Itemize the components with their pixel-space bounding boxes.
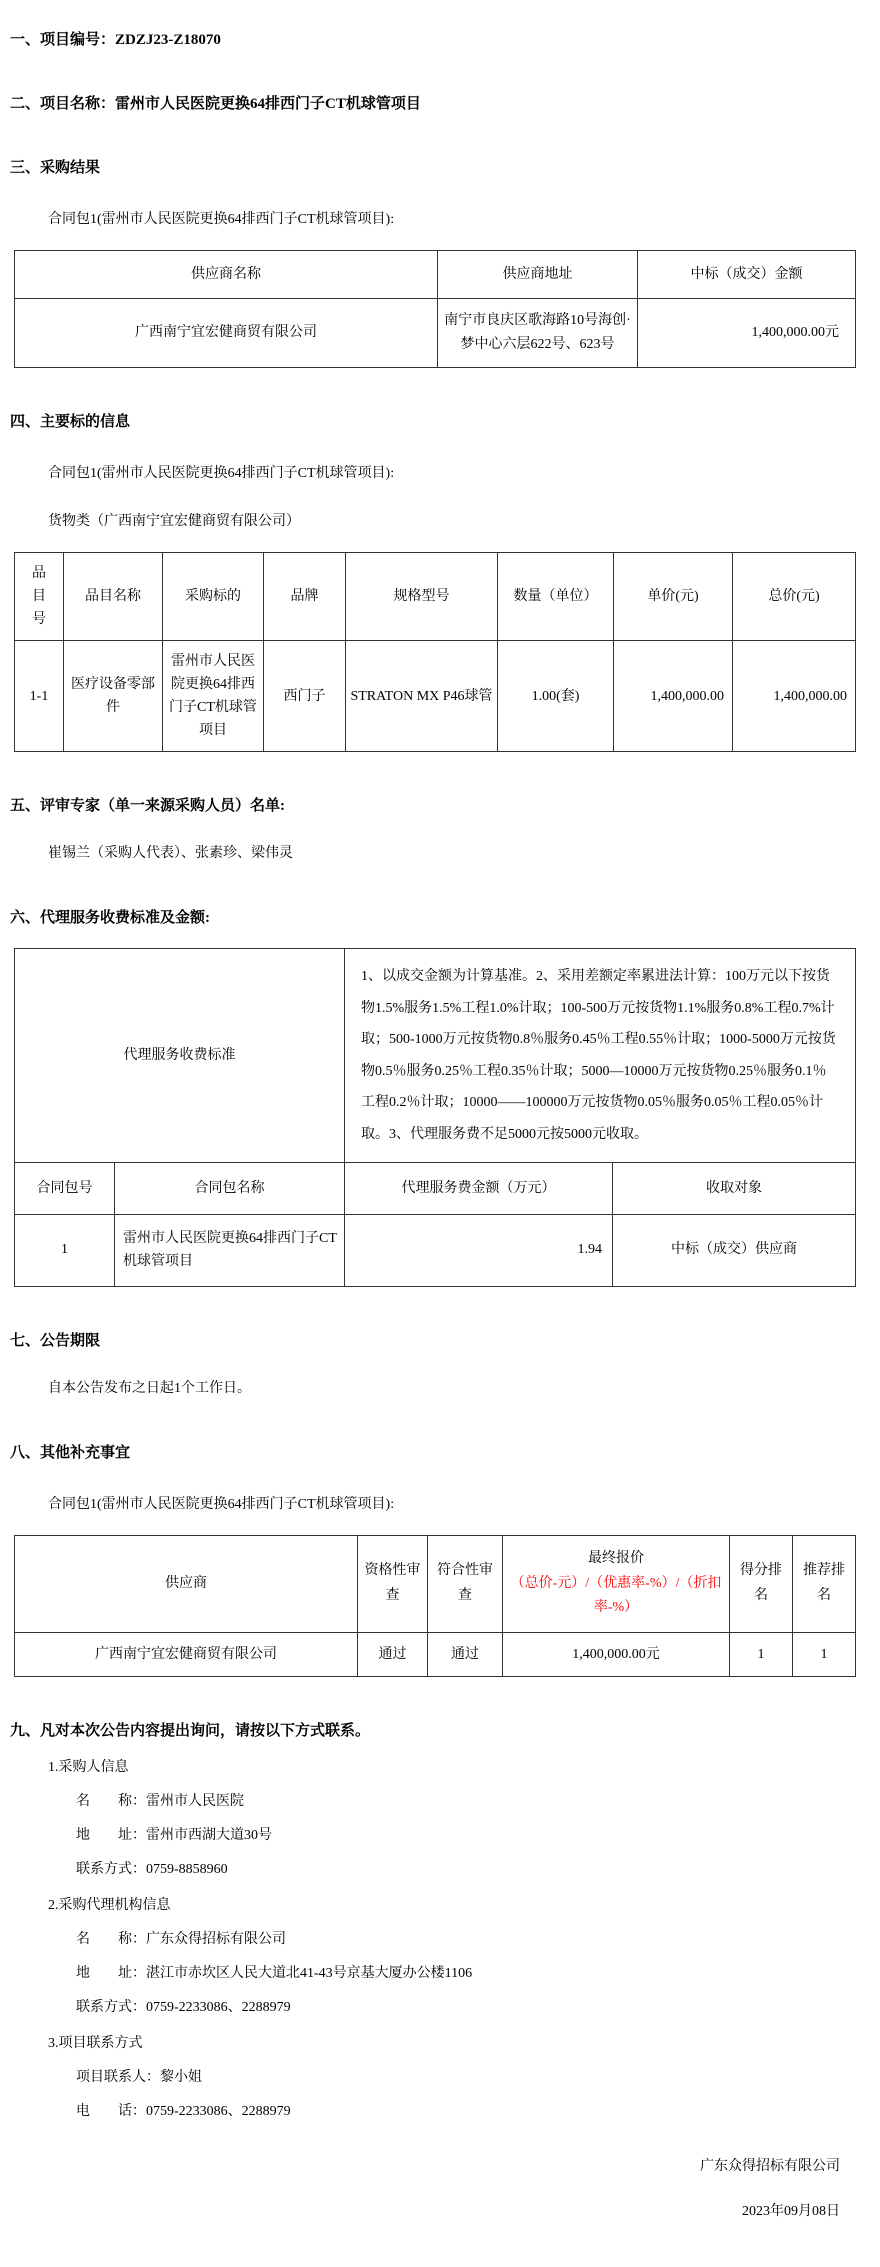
cell-quantity-unit: 1.00(套) — [498, 640, 614, 751]
contract-package-intro: 合同包1(雷州市人民医院更换64排西门子CT机球管项目): — [48, 1497, 395, 1513]
project-contact-title: 3.项目联系方式 — [48, 2035, 143, 2051]
header-fee-amount: 代理服务费金额（万元） — [345, 1163, 613, 1215]
agency-fee-table — [14, 948, 856, 1287]
cell-final-quote: 1,400,000.00元 — [503, 1632, 730, 1676]
header-unit-price: 单价(元) — [614, 552, 733, 640]
announcement-period-body: 自本公告发布之日起1个工作日。 — [48, 1381, 251, 1397]
header-supplier: 供应商 — [15, 1536, 358, 1633]
cell-supplier: 广西南宁宜宏健商贸有限公司 — [15, 1632, 358, 1676]
header-supplier-address: 供应商地址 — [438, 251, 638, 299]
cell-supplier-address: 南宁市良庆区歌海路10号海创·梦中心六层622号、623号 — [438, 299, 638, 368]
table-header-row — [15, 251, 856, 299]
cell-award-amount: 1,400,000.00元 — [638, 299, 856, 368]
project-contact-person: 项目联系人：黎小姐 — [76, 2069, 202, 2085]
final-quote-title: 最终报价 — [588, 1551, 644, 1567]
table-row — [15, 640, 856, 751]
project-number-value: ZDZJ23-Z18070 — [115, 32, 221, 48]
purchaser-name: 名 称：雷州市人民医院 — [76, 1793, 244, 1809]
cell-package-no: 1 — [15, 1215, 115, 1287]
project-name-value: 雷州市人民医院更换64排西门子CT机球管项目 — [115, 96, 421, 112]
table-row — [15, 299, 856, 368]
header-award-amount: 中标（成交）金额 — [638, 251, 856, 299]
contract-package-intro: 合同包1(雷州市人民医院更换64排西门子CT机球管项目): — [48, 465, 395, 481]
purchaser-address: 地 址：雷州市西湖大道30号 — [76, 1827, 272, 1843]
header-qualification-review: 资格性审查 — [358, 1536, 428, 1633]
section-project-number — [10, 30, 868, 50]
agency-contact: 联系方式：0759-2233086、2288979 — [76, 1999, 291, 2015]
cell-brand: 西门子 — [264, 640, 346, 751]
header-quantity-unit: 数量（单位） — [498, 552, 614, 640]
section-project-name — [10, 94, 868, 114]
header-item-no: 品目号 — [15, 552, 64, 640]
cell-fee-payer: 中标（成交）供应商 — [613, 1215, 856, 1287]
table-header-row — [15, 552, 856, 640]
agency-address: 地 址：湛江市赤坎区人民大道北41-43号京基大厦办公楼1106 — [76, 1965, 473, 1981]
final-quote-subtitle: （总价-元）/（优惠率-%）/（折扣率-%） — [510, 1575, 722, 1616]
header-procurement-subject: 采购标的 — [163, 552, 264, 640]
header-conformity-review: 符合性审查 — [428, 1536, 503, 1633]
fee-standard-row — [15, 949, 856, 1163]
header-score-rank: 得分排名 — [730, 1536, 793, 1633]
header-package-no: 合同包号 — [15, 1163, 115, 1215]
fee-standard-text: 1、以成交金额为计算基准。2、采用差额定率累进法计算：100万元以下按货物1.5%服务1.5%工程1.0%计取；100-500万元按货物1.1%服务0.8%工程0.7%计取；500-1000万元按货物0.8％服务0.45％工程0.55％计取；1000-5000万元按货物0.5％服务0.25％工程0.35％计取；5000—10000万元按货物0.25％服务0.1％工程0.2％计取；10000——100000万元按货物0.05％服务0.05％工程0.05％计取。3、代理服务费不足5000元按5000元收取。 — [345, 949, 856, 1163]
header-recommend-rank: 推荐排名 — [793, 1536, 856, 1633]
project-name-label: 二、项目名称： — [10, 96, 116, 112]
section-procurement-result-heading: 三、采购结果 — [10, 160, 101, 176]
header-brand: 品牌 — [264, 552, 346, 640]
project-contact-phone: 电 话：0759-2233086、2288979 — [76, 2103, 291, 2119]
section-contact-heading: 九、凡对本次公告内容提出询问，请按以下方式联系。 — [10, 1722, 371, 1739]
section-agency-fee-heading: 六、代理服务收费标准及金额: — [10, 910, 210, 927]
section-supplementary-heading: 八、其他补充事宜 — [10, 1445, 131, 1462]
cell-item-name: 医疗设备零部件 — [64, 640, 163, 751]
section-review-experts-heading: 五、评审专家（单一来源采购人员）名单: — [10, 798, 285, 815]
header-package-name: 合同包名称 — [115, 1163, 345, 1215]
header-final-quote — [503, 1536, 730, 1633]
table-header-row — [15, 1163, 856, 1215]
cell-unit-price: 1,400,000.00 — [614, 640, 733, 751]
section-announcement-period-heading: 七、公告期限 — [10, 1333, 101, 1350]
purchaser-contact: 联系方式：0759-8858960 — [76, 1861, 228, 1877]
cell-fee-amount: 1.94 — [345, 1215, 613, 1287]
supplier-result-table — [14, 250, 856, 368]
header-supplier-name: 供应商名称 — [15, 251, 438, 299]
table-row — [15, 1632, 856, 1676]
items-table — [14, 552, 856, 753]
agency-info-title: 2.采购代理机构信息 — [48, 1897, 171, 1913]
table-row — [15, 1215, 856, 1287]
agency-name: 名 称：广东众得招标有限公司 — [76, 1931, 286, 1947]
purchaser-info-title: 1.采购人信息 — [48, 1759, 129, 1775]
cell-package-name: 雷州市人民医院更换64排西门子CT机球管项目 — [115, 1215, 345, 1287]
footer-agency-name: 广东众得招标有限公司 — [700, 2158, 840, 2174]
header-total-price: 总价(元) — [733, 552, 856, 640]
section-main-subject-heading: 四、主要标的信息 — [10, 413, 131, 430]
footer-date: 2023年09月08日 — [742, 2203, 840, 2219]
cell-procurement-subject: 雷州市人民医院更换64排西门子CT机球管项目 — [163, 640, 264, 751]
cell-item-no: 1-1 — [15, 640, 64, 751]
cell-total-price: 1,400,000.00 — [733, 640, 856, 751]
fee-standard-label: 代理服务收费标准 — [15, 949, 345, 1163]
review-experts-names: 崔锡兰（采购人代表）、张素珍、梁伟灵 — [48, 846, 293, 862]
header-spec-model: 规格型号 — [346, 552, 498, 640]
header-fee-payer: 收取对象 — [613, 1163, 856, 1215]
cell-recommend-rank: 1 — [793, 1632, 856, 1676]
supplementary-table — [14, 1535, 856, 1677]
cell-qualification-review: 通过 — [358, 1632, 428, 1676]
contract-package-intro: 合同包1(雷州市人民医院更换64排西门子CT机球管项目): — [48, 212, 395, 227]
table-header-row — [15, 1536, 856, 1633]
cell-spec-model: STRATON MX P46球管 — [346, 640, 498, 751]
project-number-label: 一、项目编号： — [10, 32, 116, 48]
cell-score-rank: 1 — [730, 1632, 793, 1676]
cell-supplier-name: 广西南宁宜宏健商贸有限公司 — [15, 299, 438, 368]
header-item-name: 品目名称 — [64, 552, 163, 640]
goods-category-line: 货物类（广西南宁宜宏健商贸有限公司） — [48, 513, 300, 529]
cell-conformity-review: 通过 — [428, 1632, 503, 1676]
